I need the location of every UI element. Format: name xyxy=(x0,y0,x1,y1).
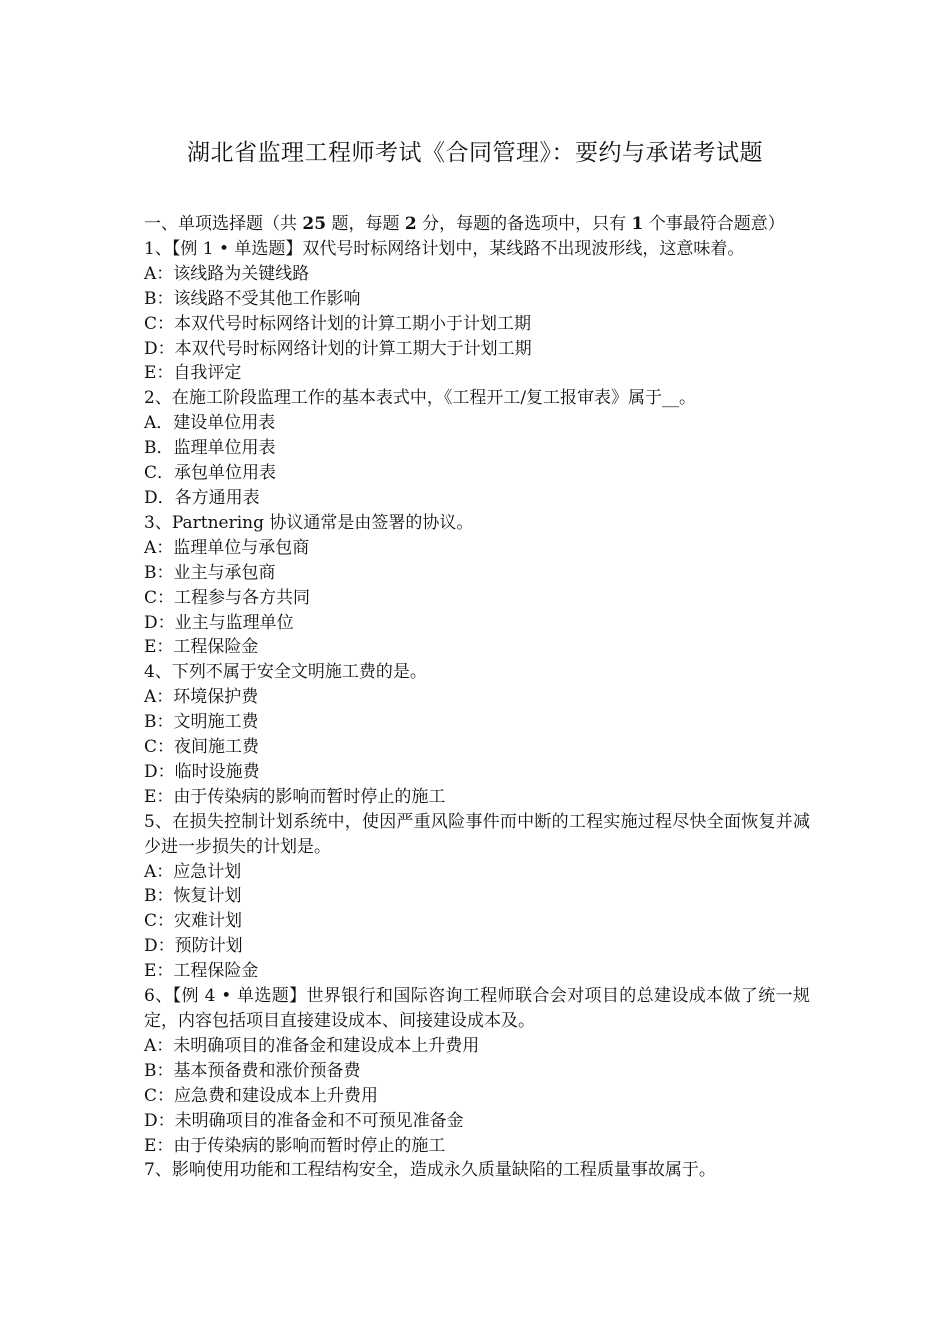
answer-count: 1 xyxy=(631,214,644,234)
answer-option: B：业主与承包商 xyxy=(144,562,276,583)
question-stem: 1、【例 1 • 单选题】双代号时标网络计划中，某线路不出现波形线，这意味着。 xyxy=(144,238,745,259)
question-count: 25 xyxy=(302,214,327,234)
answer-option: B：恢复计划 xyxy=(144,886,242,907)
answer-option: B：文明施工费 xyxy=(144,712,259,733)
answer-option: C：本双代号时标网络计划的计算工期小于计划工期 xyxy=(144,313,532,334)
answer-option: D：预防计划 xyxy=(144,936,243,957)
answer-option: E：由于传染病的影响而暂时停止的施工 xyxy=(144,1135,446,1156)
answer-option: A：监理单位与承包商 xyxy=(144,537,310,558)
section-heading-text: 题，每题 xyxy=(326,214,405,234)
question-stem: 6、【例 4 • 单选题】世界银行和国际咨询工程师联合会对项目的总建设成本做了统一规定，内容包括项目直接建设成本、间接建设成本及。 xyxy=(144,986,810,1031)
answer-option: C：工程参与各方共同 xyxy=(144,587,311,608)
section-heading-text: 个事最符合题意） xyxy=(643,214,785,234)
question-stem: 2、在施工阶段监理工作的基本表式中，《工程开工/复工报审表》属于__。 xyxy=(144,388,697,409)
question-stem: 7、影响使用功能和工程结构安全，造成永久质量缺陷的工程质量事故属于。 xyxy=(144,1160,716,1181)
section-heading-text: 分，每题的备选项中，只有 xyxy=(416,214,632,234)
answer-option: A．建设单位用表 xyxy=(144,413,276,434)
answer-option: C：应急费和建设成本上升费用 xyxy=(144,1085,379,1106)
answer-option: A：该线路为关键线路 xyxy=(144,263,310,284)
section-heading xyxy=(144,212,810,237)
question-stem: 5、在损失控制计划系统中，使因严重风险事件而中断的工程实施过程尽快全面恢复并减少进一步损失的计划是。 xyxy=(144,811,810,857)
answer-option: A：应急计划 xyxy=(144,861,242,882)
answer-option: C：灾难计划 xyxy=(144,911,243,932)
answer-option: E：工程保险金 xyxy=(144,961,259,982)
answer-option: B：基本预备费和涨价预备费 xyxy=(144,1060,361,1081)
answer-option: D：未明确项目的准备金和不可预见准备金 xyxy=(144,1110,464,1131)
answer-option: D：临时设施费 xyxy=(144,761,260,782)
answer-option: E：由于传染病的影响而暂时停止的施工 xyxy=(144,786,446,807)
section-heading-text: 一、单项选择题（共 xyxy=(144,214,303,234)
question-points: 2 xyxy=(404,214,417,234)
answer-option: E：工程保险金 xyxy=(144,637,259,658)
question-stem: 4、下列不属于安全文明施工费的是。 xyxy=(144,662,427,683)
answer-option: D：本双代号时标网络计划的计算工期大于计划工期 xyxy=(144,338,532,359)
document-body xyxy=(144,212,810,1183)
question-stem: 3、Partnering 协议通常是由签署的协议。 xyxy=(144,512,474,533)
answer-option: A：未明确项目的准备金和建设成本上升费用 xyxy=(144,1035,480,1056)
answer-option: D．各方通用表 xyxy=(144,487,260,508)
answer-option: E：自我评定 xyxy=(144,363,242,384)
answer-option: A：环境保护费 xyxy=(144,687,259,708)
answer-option: B：该线路不受其他工作影响 xyxy=(144,288,361,309)
answer-option: D：业主与监理单位 xyxy=(144,612,294,633)
document-title: 湖北省监理工程师考试《合同管理》：要约与承诺考试题 xyxy=(187,140,763,166)
answer-option: C．承包单位用表 xyxy=(144,463,277,484)
answer-option: C：夜间施工费 xyxy=(144,737,260,758)
answer-option: B．监理单位用表 xyxy=(144,438,276,459)
